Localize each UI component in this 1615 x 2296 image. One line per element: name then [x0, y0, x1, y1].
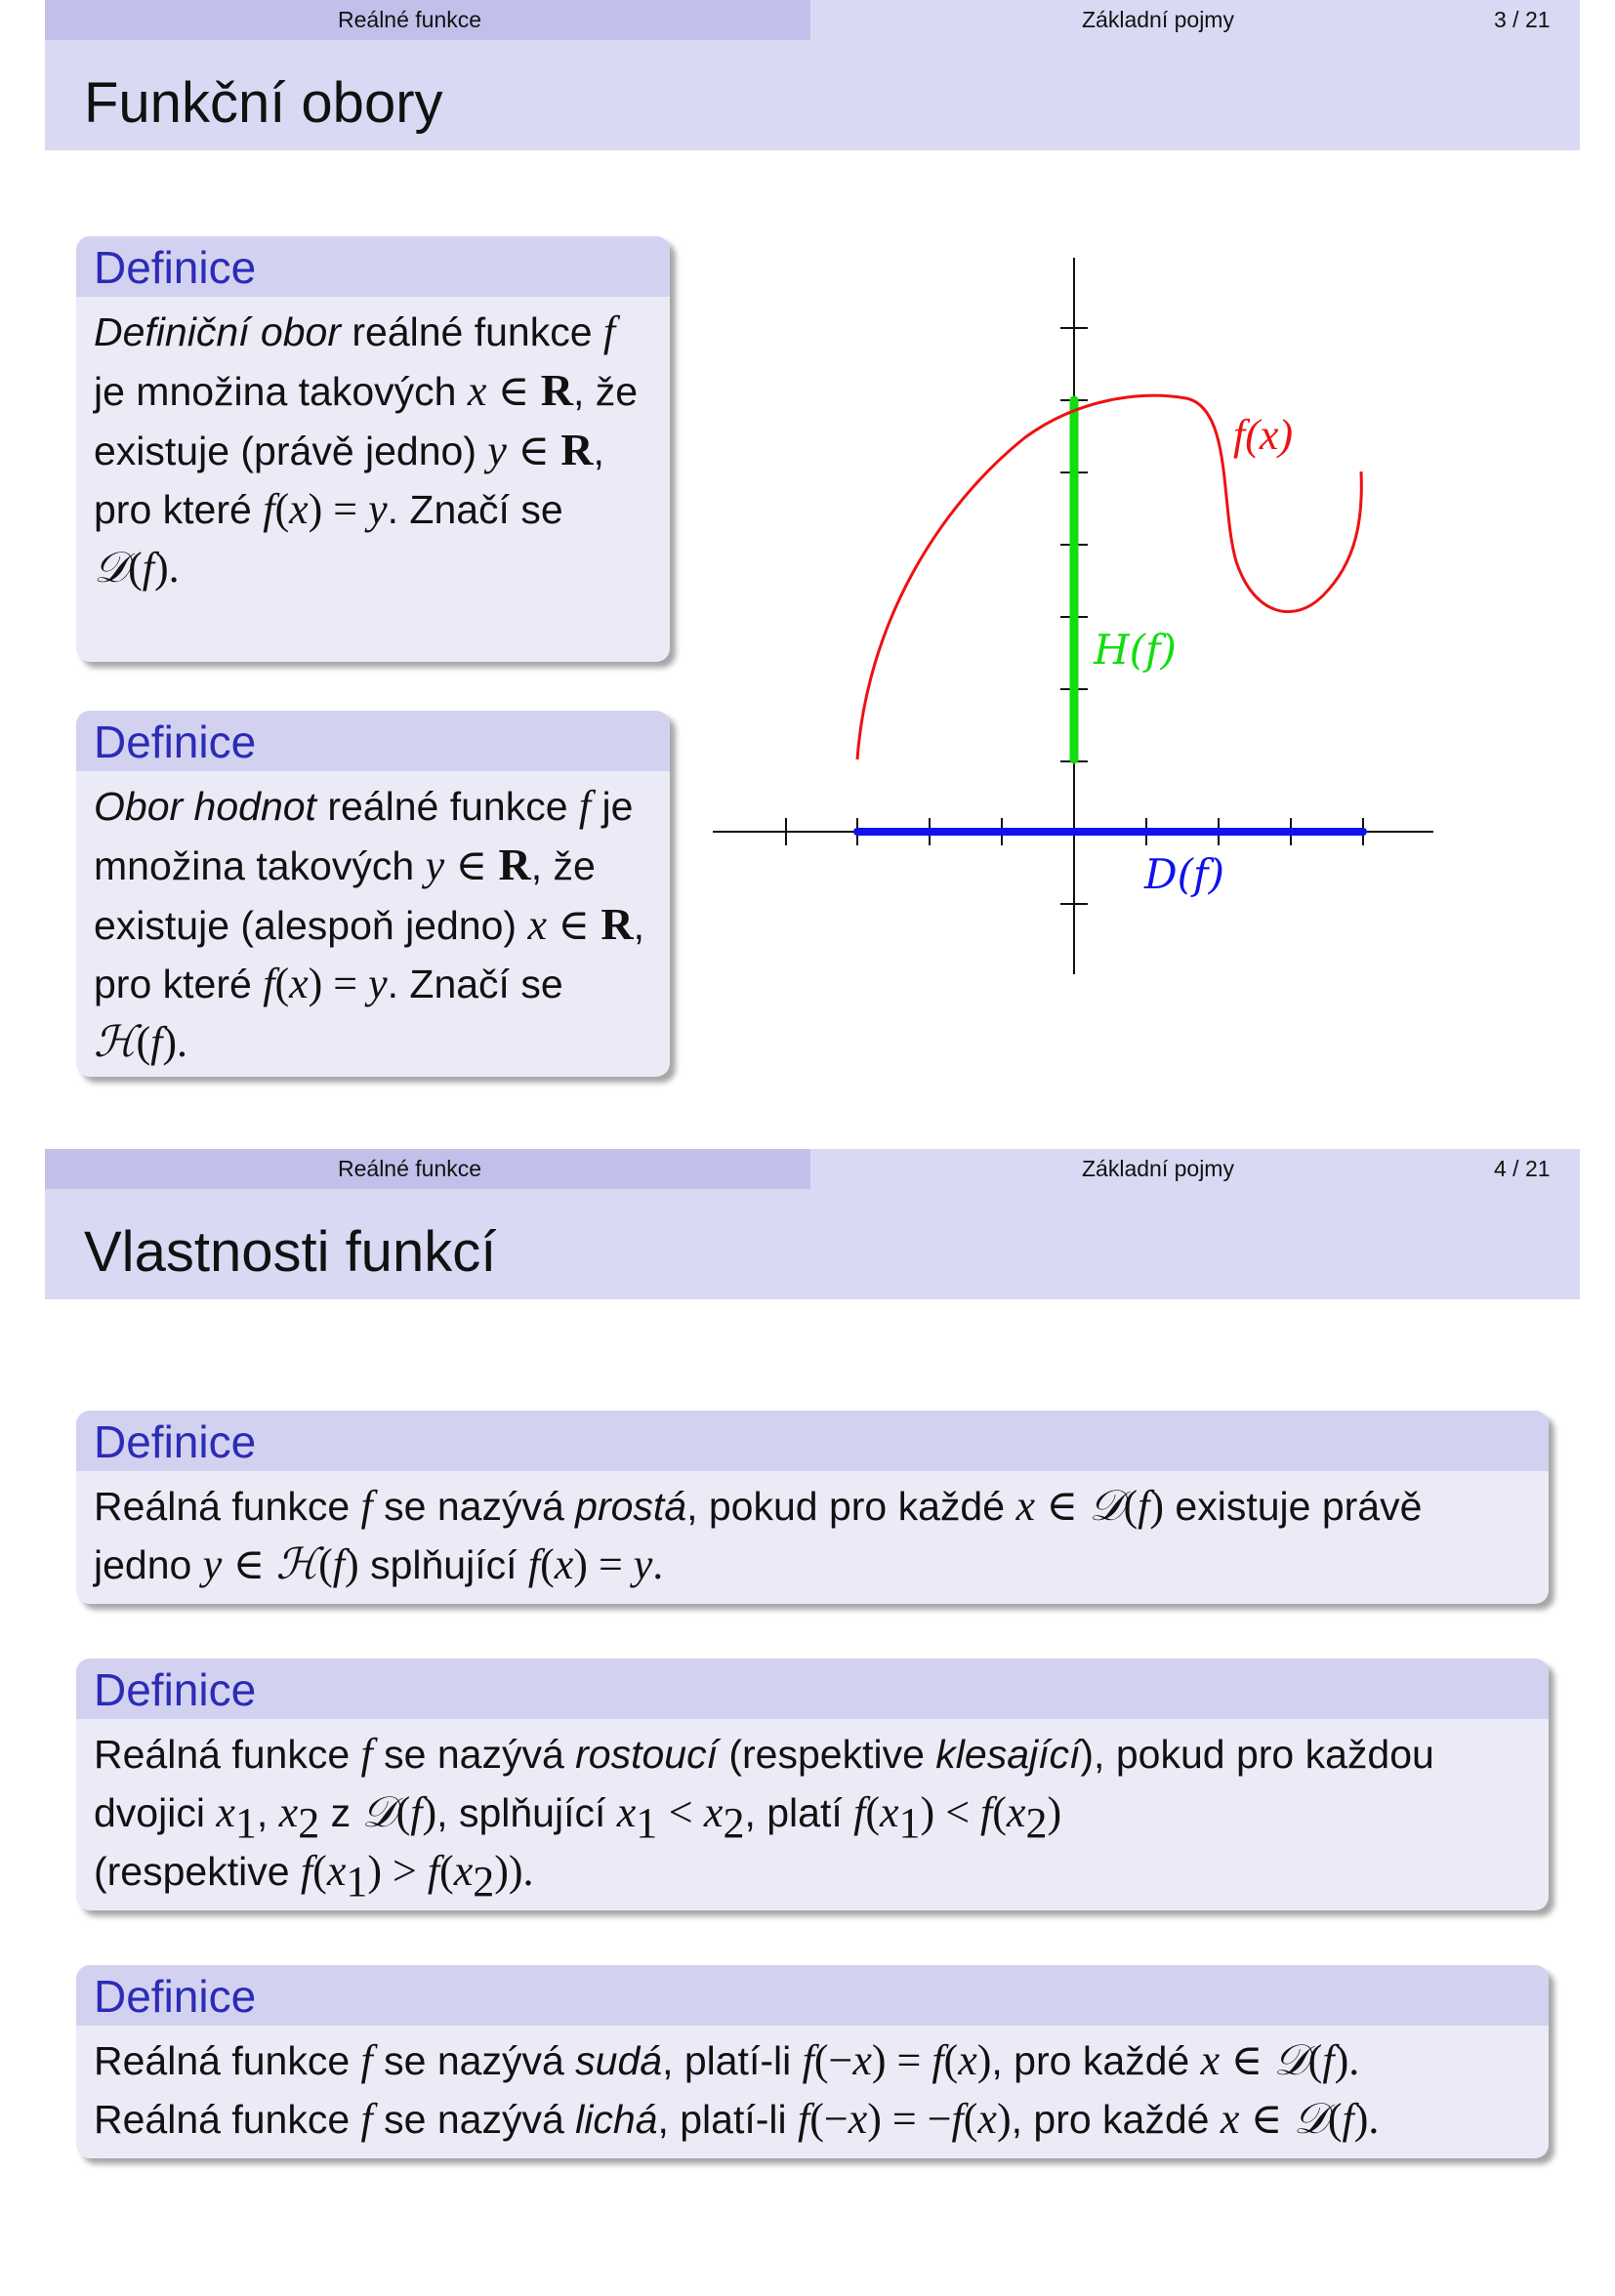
page-number: 3 / 21: [1494, 7, 1551, 32]
curve-label: f(x): [1233, 411, 1294, 459]
definition-block-injective: [76, 1411, 1549, 1604]
slide-header: [45, 1149, 1580, 1299]
navigation-bar: [45, 0, 1580, 40]
block-body: Reálná funkce f se nazývá rostoucí (respektive klesající), pokud pro každou dvojici $x_1$, $x_2$ z 𝒟(f), splňující $x_1 < x_2$, platí $f(x_1) < f(x_2)$ (respektive $f(x_1) > f(x_2)$).: [94, 1730, 1434, 1906]
section-title[interactable]: Reálné funkce: [338, 1156, 482, 1181]
block-title: Definice: [76, 1965, 1549, 2026]
term-emphasis: sudá: [575, 2038, 663, 2083]
term-emphasis: lichá: [575, 2097, 658, 2142]
section-title[interactable]: Reálné funkce: [338, 7, 482, 32]
block-body: Definiční obor reálné funkce f je množina takových x ∈ R, že existuje (právě jedno) y ∈ R, pro které f(x) = y. Značí se 𝒟(f).: [94, 308, 639, 593]
definition-block-range: [76, 711, 670, 1077]
term-emphasis: prostá: [575, 1484, 687, 1529]
range-label: H(f): [1094, 626, 1177, 674]
term-emphasis: klesající: [935, 1732, 1081, 1777]
subsection-title[interactable]: Základní pojmy: [1082, 7, 1234, 32]
term-emphasis: rostoucí: [575, 1732, 718, 1777]
subsection-title[interactable]: Základní pojmy: [1082, 1156, 1234, 1181]
block-body: Reálná funkce f se nazývá prostá, pokud pro každé x ∈ 𝒟(f) existuje právě jedno y ∈ ℋ(f) splňující f(x) = y.: [94, 1481, 1423, 1589]
slide-3: [0, 0, 1615, 1147]
slide-header: [45, 0, 1580, 150]
domain-label: D(f): [1144, 850, 1224, 898]
block-title: Definice: [76, 236, 670, 297]
frame-title: Funkční obory: [84, 71, 443, 135]
block-body: Reálná funkce f se nazývá sudá, platí-li f(−x) = f(x), pro každé x ∈ 𝒟(f). Reálná funkce f se nazývá lichá, platí-li f(−x) = −f(x), pro každé x ∈ 𝒟(f).: [94, 2035, 1380, 2144]
definition-block-monotone: [76, 1659, 1549, 1910]
term-emphasis: Definiční obor: [94, 309, 341, 354]
block-title: Definice: [76, 1659, 1549, 1719]
definition-block-domain: [76, 236, 670, 662]
frame-title: Vlastnosti funkcí: [84, 1220, 497, 1284]
page-number: 4 / 21: [1494, 1156, 1551, 1181]
navigation-bar: [45, 1149, 1580, 1189]
definition-block-parity: [76, 1965, 1549, 2158]
slide-4: [0, 1149, 1615, 2296]
function-graph: [708, 249, 1440, 991]
term-emphasis: Obor hodnot: [94, 784, 316, 829]
block-title: Definice: [76, 711, 670, 771]
block-body: Obor hodnot reálné funkce f je množina takových y ∈ R, že existuje (alespoň jedno) x ∈ R, pro které f(x) = y. Značí se ℋ(f).: [94, 782, 644, 1067]
block-title: Definice: [76, 1411, 1549, 1471]
